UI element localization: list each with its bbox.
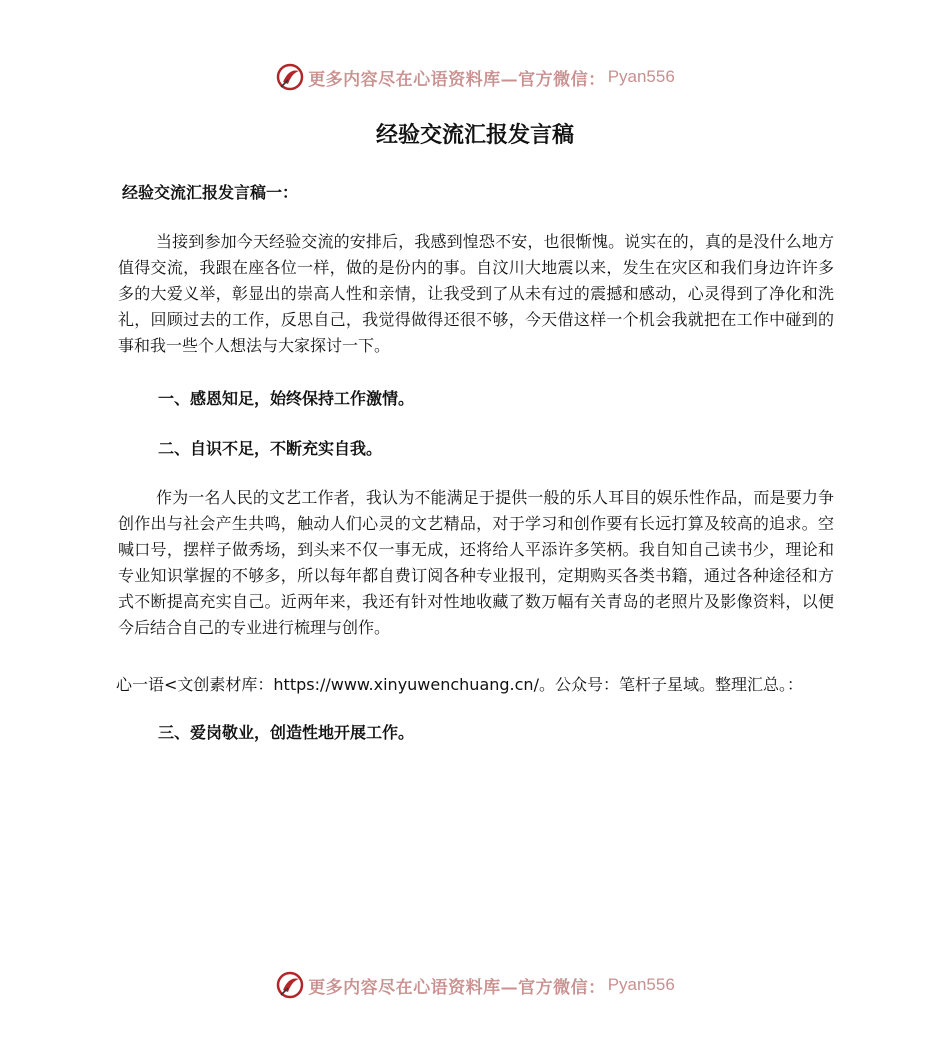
header-banner <box>0 60 950 94</box>
subheading-gratitude: 一、感恩知足，始终保持工作激情。 <box>158 389 415 408</box>
banner-text: 更多内容尽在心语资料库—官方微信： <box>308 69 606 90</box>
banner-wechat-id: Pyan556 <box>607 975 675 994</box>
banner-wechat-id: Pyan556 <box>607 67 675 86</box>
source-note: 心一语<文创素材库：https://www.xinyuwenchuang.cn/。公众号：笔杆子星域。整理汇总。： <box>116 675 803 694</box>
subheading-self-improvement: 二、自识不足，不断充实自我。 <box>158 439 383 458</box>
subheading-dedication: 三、爱岗敬业，创造性地开展工作。 <box>158 723 415 742</box>
paragraph-intro: 当接到参加今天经验交流的安排后，我感到惶恐不安，也很惭愧。说实在的，真的是没什么地方值得交流，我跟在座各位一样，做的是份内的事。自汶川大地震以来，发生在灾区和我们身边许许多多的大爱义举，彰显出的崇高人性和亲情，让我受到了从未有过的震撼和感动，心灵得到了净化和洗礼，回顾过去的工作，反思自己，我觉得做得还很不够，今天借这样一个机会我就把在工作中碰到的事和我一些个人想法与大家探讨一下。 <box>118 232 834 355</box>
logo-icon <box>275 62 305 92</box>
paragraph-self-improvement: 作为一名人民的文艺工作者，我认为不能满足于提供一般的乐人耳目的娱乐性作品，而是要力争创作出与社会产生共鸣，触动人们心灵的文艺精品，对于学习和创作要有长远打算及较高的追求。空喊口号，摆样子做秀场，到头来不仅一事无成，还将给人平添许多笑柄。我自知自己读书少，理论和专业知识掌握的不够多，所以每年都自费订阅各种专业报刊，定期购买各类书籍，通过各种途径和方式不断提高充实自己。近两年来，我还有针对性地收藏了数万幅有关青岛的老照片及影像资料，以便今后结合自己的专业进行梳理与创作。 <box>118 488 834 637</box>
page-title: 经验交流汇报发言稿 <box>375 123 574 148</box>
logo-icon <box>275 970 305 1000</box>
footer-banner <box>0 968 950 1002</box>
section-heading: 经验交流汇报发言稿一： <box>122 183 299 202</box>
banner-text: 更多内容尽在心语资料库—官方微信： <box>308 977 606 998</box>
